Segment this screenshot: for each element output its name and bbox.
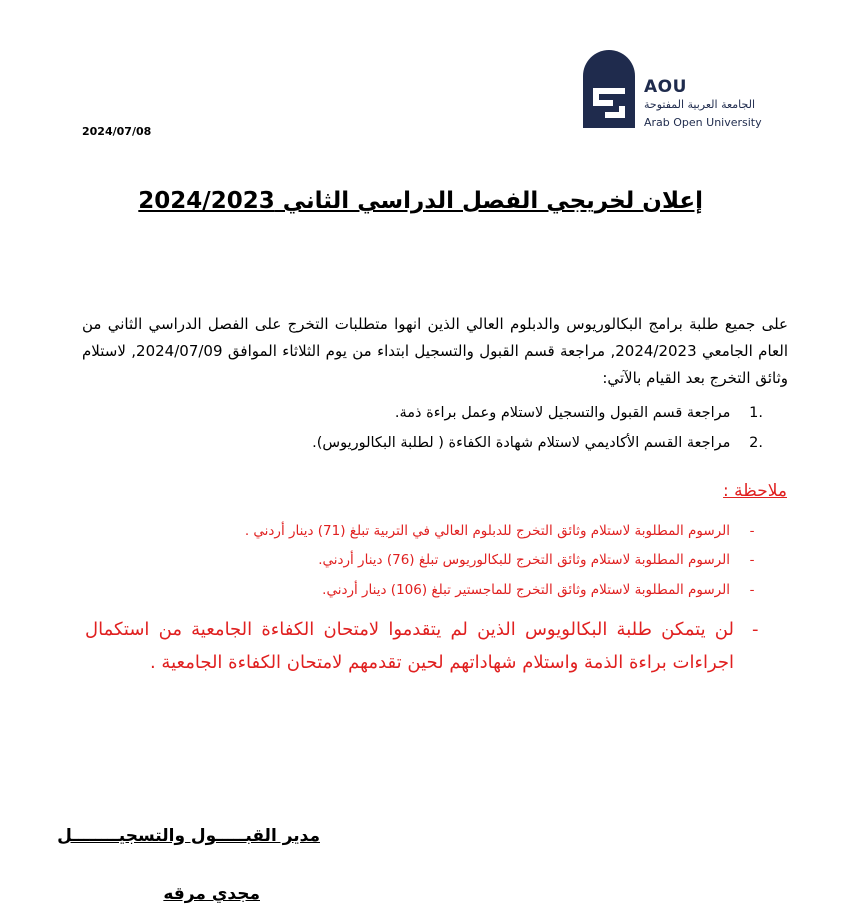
fee-item: [245, 523, 758, 539]
fee-item: [322, 582, 758, 598]
fee-bullet: -: [749, 552, 755, 568]
document-date: 2024/07/08: [82, 125, 152, 138]
step-text: مراجعة القسم الأكاديمي لاستلام شهادة الكفاءة ( لطلبة البكالوريوس).: [312, 435, 731, 451]
signature-title: مدير القبـــــول والتسجيــــــــل: [57, 826, 320, 846]
university-logo: [583, 50, 783, 134]
step-item: [312, 435, 763, 451]
step-number: .2: [749, 435, 763, 451]
signature-name: مجدي مرقه: [163, 884, 260, 904]
logo-abbreviation: AOU: [644, 77, 687, 97]
fee-text: الرسوم المطلوبة لاستلام وثائق التخرج للبكالوريوس تبلغ (76) دينار أردني.: [318, 552, 730, 568]
fee-bullet: -: [749, 523, 755, 539]
step-text: مراجعة قسم القبول والتسجيل لاستلام وعمل براءة ذمة.: [394, 405, 731, 421]
warning-paragraph: لن يتمكن طلبة البكالويوس الذين لم يتقدموا لامتحان الكفاءة الجامعية من استكمال اجراءات براءة الذمة واستلام شهاداتهم لحين تقدمهم لامتحان الكفاءة الجامعية .: [85, 619, 734, 673]
logo-name-arabic: الجامعة العربية المفتوحة: [644, 98, 756, 111]
step-item: [395, 405, 763, 421]
note-label: ملاحظة :: [723, 481, 787, 501]
announcement-title: إعلان لخريجي الفصل الدراسي الثاني 2024/2023: [138, 188, 703, 214]
fee-item: [318, 552, 758, 568]
fee-bullet: -: [749, 582, 755, 598]
fee-text: الرسوم المطلوبة لاستلام وثائق التخرج للدبلوم العالي في التربية تبلغ (71) دينار أردني .: [244, 523, 730, 539]
aou-logo-icon: [583, 50, 635, 128]
logo-name-english: Arab Open University: [644, 116, 762, 129]
step-number: .1: [749, 405, 763, 421]
warning-bullet: -: [752, 619, 759, 640]
intro-paragraph: على جميع طلبة برامج البكالوريوس والدبلوم العالي الذين انهوا متطلبات التخرج على الفصل الدراسي الثاني من العام الجامعي 2024/2023, مراجعة قسم القبول والتسجيل ابتداء من يوم الثلاثاء الموافق 2024/07/09, لاستلام وثائق التخرج بعد القيام بالآتي:: [82, 315, 788, 387]
fee-text: الرسوم المطلوبة لاستلام وثائق التخرج للماجستير تبلغ (106) دينار أردني.: [322, 582, 730, 598]
